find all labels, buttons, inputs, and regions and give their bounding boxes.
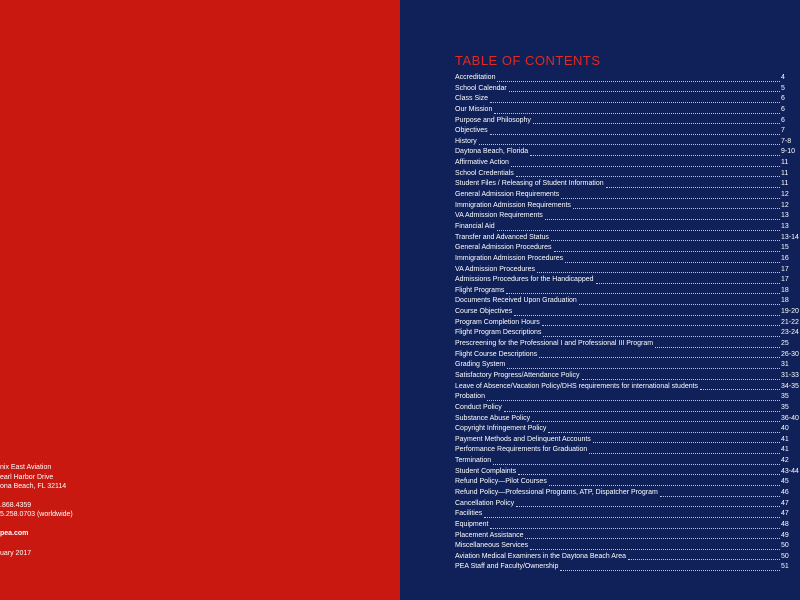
- toc-entry-label: Substance Abuse Policy: [455, 414, 531, 422]
- publication-date: uary 2017: [0, 550, 32, 557]
- toc-entry-page: 50: [781, 542, 789, 550]
- toc-entry[interactable]: [455, 190, 800, 201]
- toc-entry[interactable]: [455, 233, 800, 244]
- toc-entry-label: Admissions Procedures for the Handicapped: [455, 276, 594, 284]
- toc-entry-page: 49: [781, 531, 789, 539]
- toc-entry-page: 26-30: [781, 350, 799, 358]
- toc-entry-page: 23-24: [781, 329, 799, 337]
- toc-entry-page: 21-22: [781, 318, 799, 326]
- toc-entry-page: 9-10: [781, 148, 796, 156]
- toc-entry[interactable]: [455, 350, 800, 361]
- toc-entry-label: Conduct Policy: [455, 403, 502, 411]
- dot-leader: [660, 496, 780, 497]
- toc-entry-label: Performance Requirements for Graduation: [455, 446, 588, 454]
- toc-entry[interactable]: [455, 477, 800, 488]
- toc-entry-page: 12: [781, 191, 789, 199]
- toc-entry-page: 13-14: [781, 233, 799, 241]
- toc-entry[interactable]: [455, 531, 800, 542]
- toc-entry-label: Aviation Medical Examiners in the Daytona Beach Area: [455, 552, 627, 560]
- toc-entry[interactable]: [455, 541, 800, 552]
- toc-entry[interactable]: [455, 286, 800, 297]
- toc-entry-label: Our Mission: [455, 105, 493, 113]
- toc-entry-page: 4: [781, 74, 785, 81]
- address-line: earl Harbor Drive: [0, 473, 54, 481]
- dot-leader: [516, 506, 780, 507]
- dot-leader: [530, 549, 780, 550]
- dot-leader: [565, 262, 780, 263]
- toc-entry-page: 11: [781, 159, 789, 167]
- dot-leader: [530, 155, 780, 156]
- dot-leader: [545, 219, 780, 220]
- toc-entry-page: 25: [781, 340, 789, 348]
- toc-entry-label: Equipment: [455, 520, 489, 528]
- dot-leader: [579, 304, 780, 305]
- dot-leader: [628, 559, 780, 560]
- dot-leader: [593, 442, 780, 443]
- toc-entry-label: Objectives: [455, 127, 488, 135]
- dot-leader: [606, 187, 780, 188]
- toc-entry-label: Flight Program Descriptions: [455, 329, 542, 337]
- contact-address: [0, 463, 73, 559]
- toc-entry[interactable]: [455, 116, 800, 127]
- dot-leader: [493, 464, 780, 465]
- toc-entry-label: Probation: [455, 393, 485, 401]
- toc-entry-label: School Credentials: [455, 169, 514, 177]
- toc-entry-label: Immigration Admission Requirements: [455, 201, 571, 209]
- toc-entry[interactable]: [455, 73, 800, 84]
- toc-entry[interactable]: [455, 392, 800, 403]
- toc-entry[interactable]: [455, 275, 800, 286]
- phone-number: .868.4359: [0, 501, 32, 509]
- dot-leader: [700, 389, 780, 390]
- toc-entry[interactable]: [455, 456, 800, 467]
- dot-leader: [490, 528, 780, 529]
- toc-entry-label: School Calendar: [455, 84, 507, 92]
- dot-leader: [504, 411, 780, 412]
- dot-leader: [507, 368, 780, 369]
- dot-leader: [589, 453, 780, 454]
- dot-leader: [532, 421, 780, 422]
- toc-entry[interactable]: [455, 424, 800, 435]
- dot-leader: [533, 123, 780, 124]
- dot-leader: [548, 432, 780, 433]
- toc-entry[interactable]: [455, 445, 800, 456]
- toc-entry[interactable]: [455, 414, 800, 425]
- toc-entry[interactable]: [455, 265, 800, 276]
- toc-entry-label: History: [455, 137, 477, 145]
- toc-entry-page: 51: [781, 563, 789, 571]
- dot-leader: [554, 251, 781, 252]
- toc-entry[interactable]: [455, 435, 800, 446]
- toc-entry-page: 18: [781, 297, 789, 305]
- toc-entry-page: 42: [781, 457, 789, 465]
- toc-entry-page: 47: [781, 499, 789, 507]
- toc-entry-page: 17: [781, 276, 789, 284]
- toc-entry-page: 6: [781, 105, 785, 113]
- phone-number: 5.258.0703 (worldwide): [0, 511, 73, 518]
- toc-entry-label: Cancellation Policy: [455, 499, 515, 507]
- toc-entry-label: Documents Received Upon Graduation: [455, 297, 577, 305]
- toc-entry[interactable]: [455, 169, 800, 180]
- toc-entry[interactable]: [455, 403, 800, 414]
- toc-entry[interactable]: [455, 105, 800, 116]
- toc-entry[interactable]: [455, 94, 800, 105]
- dot-leader: [479, 144, 780, 145]
- toc-entry-label: Placement Assistance: [455, 531, 524, 539]
- toc-entry-page: 19-20: [781, 308, 799, 316]
- toc-entry[interactable]: [455, 382, 800, 393]
- toc-entry-page: 36-40: [781, 414, 799, 422]
- toc-entry[interactable]: [455, 520, 800, 531]
- toc-entry-label: Copyright Infringement Policy: [455, 425, 547, 433]
- toc-entry[interactable]: [455, 360, 800, 371]
- toc-entry-page: 12: [781, 201, 789, 209]
- toc-entry[interactable]: [455, 371, 800, 382]
- toc-entry[interactable]: [455, 84, 800, 95]
- toc-entry-label: VA Admission Procedures: [455, 265, 536, 273]
- toc-entry-page: 17: [781, 265, 789, 273]
- dot-leader: [596, 283, 780, 284]
- toc-entry-label: Grading System: [455, 361, 506, 369]
- toc-entry-label: Purpose and Philosophy: [455, 116, 531, 124]
- toc-entry-page: 13: [781, 212, 789, 220]
- toc-list: [455, 73, 800, 573]
- toc-entry-label: Daytona Beach, Florida: [455, 148, 529, 156]
- toc-entry[interactable]: [455, 499, 800, 510]
- toc-entry-page: 45: [781, 478, 789, 486]
- dot-leader: [573, 208, 780, 209]
- dot-leader: [549, 485, 780, 486]
- toc-entry[interactable]: [455, 328, 800, 339]
- toc-entry-page: 15: [781, 244, 789, 252]
- dot-leader: [494, 113, 780, 114]
- toc-entry[interactable]: [455, 307, 800, 318]
- toc-entry-page: 7-8: [781, 137, 792, 145]
- toc-entry-label: Flight Programs: [455, 286, 505, 294]
- toc-entry-page: 5: [781, 84, 785, 92]
- toc-entry-page: 34-35: [781, 382, 799, 390]
- toc-entry-label: Transfer and Advanced Status: [455, 233, 549, 241]
- toc-entry-label: Immigration Admission Procedures: [455, 254, 564, 262]
- toc-entry-label: Termination: [455, 457, 492, 465]
- toc-entry[interactable]: [455, 254, 800, 265]
- toc-entry-label: Refund Policy—Professional Programs, ATP, Dispatcher Program: [455, 488, 658, 496]
- toc-entry[interactable]: [455, 222, 800, 233]
- toc-entry[interactable]: [455, 201, 800, 212]
- toc-entry-label: Accreditation: [455, 74, 496, 81]
- address-line: ona Beach, FL 32114: [0, 483, 67, 490]
- dot-leader: [525, 538, 780, 539]
- toc-entry[interactable]: [455, 552, 800, 563]
- toc-entry[interactable]: [455, 488, 800, 499]
- dot-leader: [490, 102, 780, 103]
- toc-entry[interactable]: [455, 318, 800, 329]
- dot-leader: [490, 134, 780, 135]
- dot-leader: [484, 517, 780, 518]
- toc-entry[interactable]: [455, 339, 800, 350]
- toc-title: TABLE OF CONTENTS: [455, 53, 601, 68]
- toc-entry-page: 11: [781, 169, 789, 177]
- toc-entry-page: 13: [781, 222, 789, 230]
- toc-entry-page: 48: [781, 520, 789, 528]
- toc-entry-page: 6: [781, 116, 785, 124]
- toc-entry-label: Flight Course Descriptions: [455, 350, 538, 358]
- toc-entry-label: Class Size: [455, 95, 489, 103]
- toc-entry[interactable]: [455, 179, 800, 190]
- toc-entry[interactable]: [455, 158, 800, 169]
- website-link[interactable]: pea.com: [0, 529, 29, 537]
- toc-entry-label: Payment Methods and Delinquent Accounts: [455, 435, 591, 443]
- toc-entry-page: 7: [781, 127, 785, 135]
- dot-leader: [542, 325, 780, 326]
- dot-leader: [509, 91, 780, 92]
- toc-entry-page: 11: [781, 180, 789, 188]
- dot-leader: [560, 570, 780, 571]
- dot-leader: [543, 336, 780, 337]
- toc-entry-label: Affirmative Action: [455, 159, 509, 167]
- toc-entry-label: Program Completion Hours: [455, 318, 540, 326]
- toc-entry-page: 47: [781, 510, 789, 518]
- toc-entry-page: 40: [781, 425, 789, 433]
- toc-entry-page: 50: [781, 552, 789, 560]
- toc-entry-page: 16: [781, 254, 789, 262]
- dot-leader: [655, 347, 780, 348]
- toc-entry-page: 41: [781, 435, 789, 443]
- toc-entry-label: Course Objectives: [455, 308, 513, 316]
- toc-entry[interactable]: [455, 126, 800, 137]
- right-page: [400, 0, 800, 600]
- toc-entry-page: 41: [781, 446, 789, 454]
- toc-entry-label: PEA Staff and Faculty/Ownership: [455, 563, 559, 571]
- toc-entry-label: Refund Policy—Pilot Courses: [455, 478, 547, 486]
- toc-entry-label: VA Admission Requirements: [455, 212, 543, 220]
- toc-entry-label: Satisfactory Progress/Attendance Policy: [455, 371, 580, 379]
- toc-entry-page: 6: [781, 95, 785, 103]
- toc-entry[interactable]: [455, 509, 800, 520]
- toc-entry[interactable]: [455, 467, 800, 478]
- toc-entry[interactable]: [455, 137, 800, 148]
- toc-entry-page: 35: [781, 393, 789, 401]
- dot-leader: [561, 198, 780, 199]
- dot-leader: [497, 81, 780, 82]
- dot-leader: [506, 293, 780, 294]
- toc-entry[interactable]: [455, 211, 800, 222]
- toc-entry-page: 31-33: [781, 371, 799, 379]
- toc-entry-label: General Admission Procedures: [455, 244, 552, 252]
- dot-leader: [511, 166, 780, 167]
- toc-entry-label: General Admission Requirements: [455, 191, 560, 199]
- toc-entry[interactable]: [455, 243, 800, 254]
- toc-entry-label: Student Files / Releasing of Student Information: [455, 180, 604, 188]
- toc-entry-label: Miscellaneous Services: [455, 542, 529, 550]
- dot-leader: [539, 357, 780, 358]
- dot-leader: [537, 272, 780, 273]
- toc-entry-page: 35: [781, 403, 789, 411]
- toc-entry[interactable]: [455, 562, 800, 573]
- dot-leader: [551, 240, 780, 241]
- dot-leader: [497, 230, 780, 231]
- toc-entry[interactable]: [455, 147, 800, 158]
- dot-leader: [518, 474, 780, 475]
- toc-entry-label: Leave of Absence/Vacation Policy/DHS requirements for international students: [455, 382, 699, 390]
- toc-entry-label: Student Complaints: [455, 467, 517, 475]
- toc-entry-page: 31: [781, 361, 789, 369]
- toc-entry-page: 46: [781, 488, 789, 496]
- address-line: nix East Aviation: [0, 464, 52, 471]
- toc-entry-page: 43-44: [781, 467, 799, 475]
- dot-leader: [582, 379, 780, 380]
- toc-entry-label: Facilities: [455, 510, 483, 518]
- toc-entry-label: Financial Aid: [455, 222, 495, 230]
- dot-leader: [516, 176, 780, 177]
- toc-entry-label: Prescreening for the Professional I and Professional III Program: [455, 340, 654, 348]
- dot-leader: [514, 315, 780, 316]
- dot-leader: [487, 400, 780, 401]
- toc-entry-page: 18: [781, 286, 789, 294]
- toc-entry[interactable]: [455, 296, 800, 307]
